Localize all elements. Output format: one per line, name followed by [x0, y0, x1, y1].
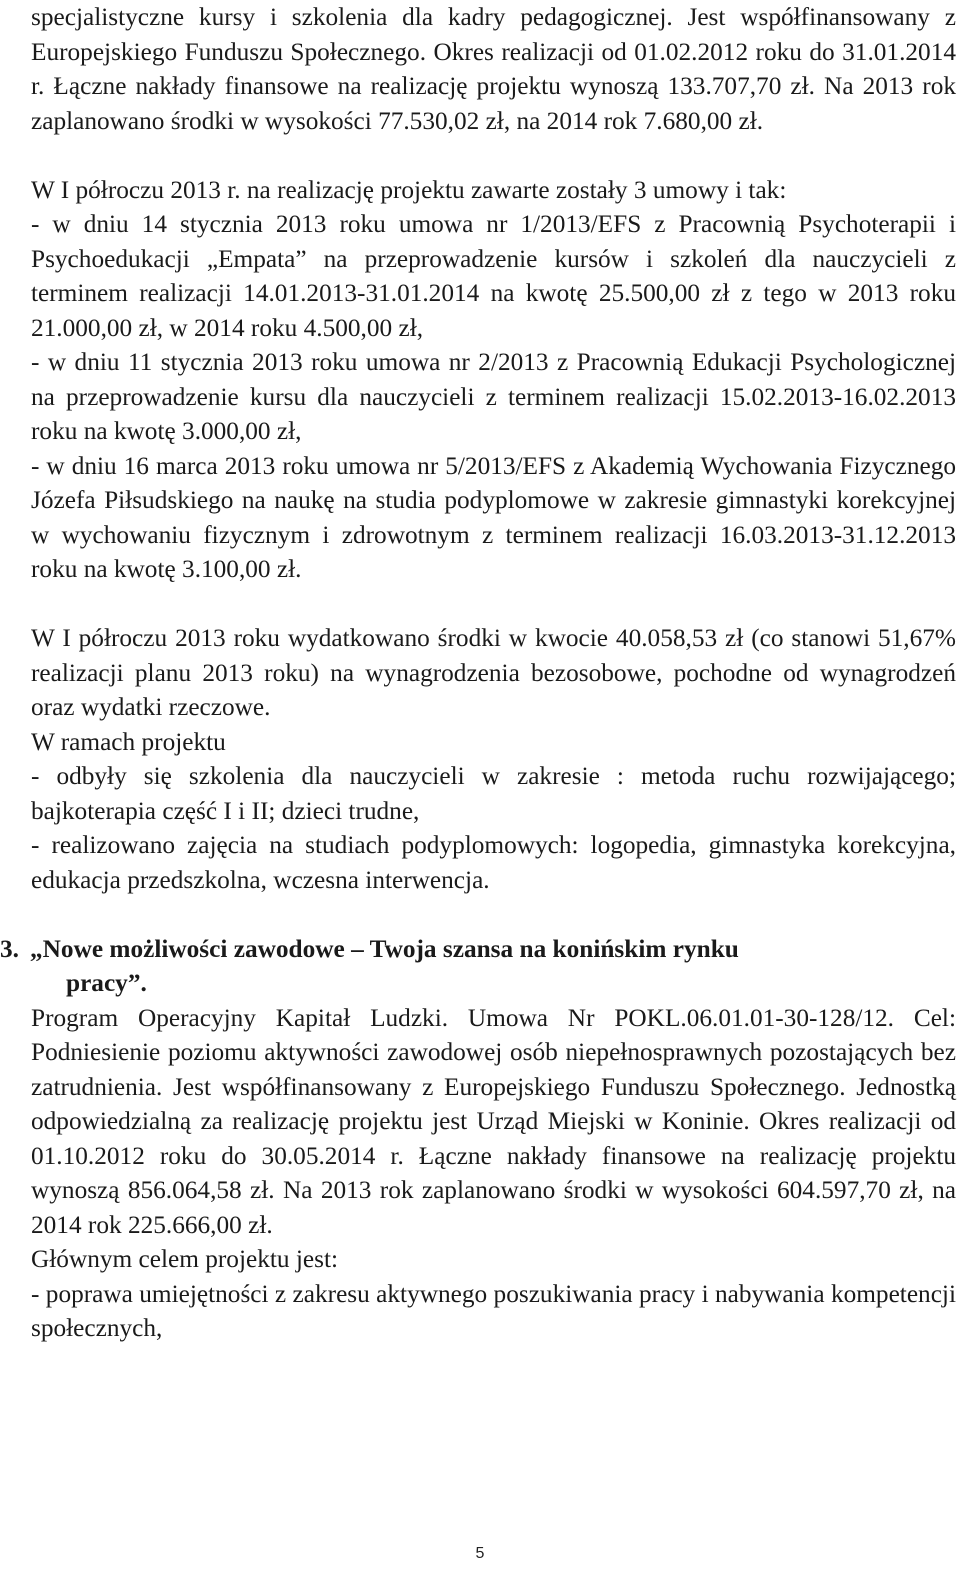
spending-paragraph: W I półroczu 2013 roku wydatkowano środki w kwocie 40.058,53 zł (co stanowi 51,67% realizacji planu 2013 roku) na wynagrodzenia bezosobowe, pochodne od wynagrodzeń oraz wydatki rzeczowe.	[31, 624, 956, 721]
section-title-line-2: pracy”.	[66, 969, 147, 997]
contract-item-3: - w dniu 16 marca 2013 roku umowa nr 5/2013/EFS z Akademią Wychowania Fizycznego Józefa Piłsudskiego na naukę na studia podyplomowe w zakresie gimnastyki korekcyjnej w wychowaniu fizycznym i zdrowotnym z terminem realizacji 16.03.2013-31.12.2013 roku na kwotę 3.100,00 zł.	[31, 451, 956, 583]
project-description-paragraph: specjalistyczne kursy i szkolenia dla kadry pedagogicznej. Jest współfinansowany z Europejskiego Funduszu Społecznego. Okres realizacji od 01.02.2012 roku do 31.01.2014 r. Łączne nakłady finansowe na realizację projektu wynoszą 133.707,70 zł. Na 2013 rok zaplanowano środki w wysokości 77.530,02 zł, na 2014 rok 7.680,00 zł.	[31, 3, 956, 135]
spacer	[31, 138, 956, 173]
contracts-intro: W I półroczu 2013 r. na realizację projektu zawarte zostały 3 umowy i tak:	[31, 175, 787, 204]
contract-item-1: - w dniu 14 stycznia 2013 roku umowa nr 1/2013/EFS z Pracownią Psychoterapii i Psychoedukacji „Empata” na przeprowadzenie kursów i szkoleń dla nauczycieli z terminem realizacji 14.01.2013-31.01.2014 na kwotę 25.500,00 zł z tego w 2013 roku 21.000,00 zł, w 2014 roku 4.500,00 zł,	[31, 210, 956, 342]
section-title-line-1: „Nowe możliwości zawodowe – Twoja szansa na konińskim rynku	[30, 934, 739, 963]
page-number: 5	[475, 1545, 485, 1562]
goal-item-1: - poprawa umiejętności z zakresu aktywnego poszukiwania pracy i nabywania kompetencji społecznych,	[31, 1279, 956, 1342]
spacer	[31, 897, 956, 932]
goal-intro: Głównym celem projektu jest:	[31, 1245, 339, 1273]
spacer	[31, 587, 956, 622]
section-heading	[0, 932, 956, 1001]
framework-heading: W ramach projektu	[31, 727, 226, 756]
section-title	[30, 932, 956, 1001]
framework-item-1: - odbyły się szkolenia dla nauczycieli w zakresie : metoda ruchu rozwijającego; bajkoterapia część I i II; dzieci trudne,	[31, 762, 956, 825]
section-number: 3.	[0, 934, 19, 963]
contract-item-2: - w dniu 11 stycznia 2013 roku umowa nr 2/2013 z Pracownią Edukacji Psychologicznej na przeprowadzenie kursu dla nauczycieli z terminem realizacji 15.02.2013-16.02.2013 roku na kwotę 3.000,00 zł,	[31, 348, 956, 445]
section-body: Program Operacyjny Kapitał Ludzki. Umowa Nr POKL.06.01.01-30-128/12. Cel: Podniesienie poziomu aktywności zawodowej osób niepełnosprawnych pozostających bez zatrudnienia. Jest współfinansowany z Europejskiego Funduszu Społecznego. Jednostką odpowiedzialną za realizację projektu jest Urząd Miejski w Koninie. Okres realizacji od 01.10.2012 roku do 30.05.2014 r. Łączne nakłady finansowe na realizację projektu wynoszą 856.064,58 zł. Na 2013 rok zaplanowano środki w wysokości 604.597,70 zł, na 2014 rok 225.666,00 zł.	[31, 1003, 956, 1239]
framework-item-2: - realizowano zajęcia na studiach podyplomowych: logopedia, gimnastyka korekcyjna, edukacja przedszkolna, wczesna interwencja.	[31, 831, 956, 894]
